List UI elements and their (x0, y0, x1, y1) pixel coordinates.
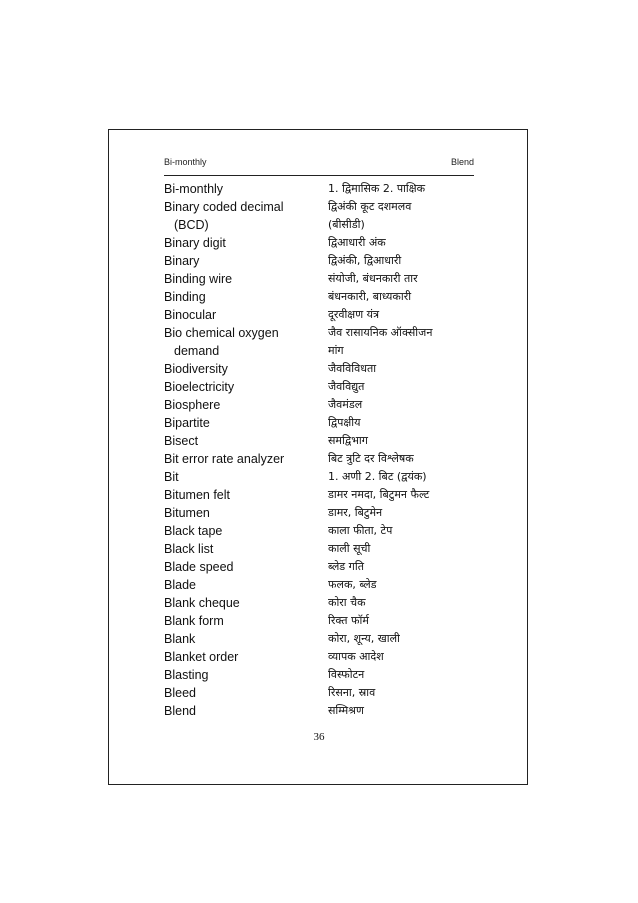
entry-definition: मांग (328, 344, 344, 357)
entry-term: demand (174, 344, 220, 358)
glossary-entry (164, 432, 484, 450)
entry-term: Binary coded decimal (164, 200, 284, 214)
entry-term: Binary (164, 254, 200, 268)
entry-definition: जैवविविधता (328, 362, 377, 375)
entry-term: Bio chemical oxygen (164, 326, 279, 340)
entry-definition: फलक, ब्लेड (328, 578, 377, 591)
header-last-term: Blend (450, 157, 474, 167)
glossary-entry (164, 360, 484, 378)
entry-definition: समद्विभाग (328, 434, 368, 447)
entry-term: Blank (164, 632, 196, 646)
glossary-entry (164, 450, 484, 468)
header-first-term: Bi-monthly (164, 157, 207, 167)
glossary-entry (164, 342, 484, 360)
glossary-entry (164, 486, 484, 504)
glossary-entry (164, 522, 484, 540)
glossary-entry (164, 378, 484, 396)
entry-term: Blade (164, 578, 196, 592)
glossary-entry (164, 216, 484, 234)
entry-definition: 1. अणी 2. बिट (द्वयंक) (328, 470, 427, 483)
entry-term: (BCD) (174, 218, 209, 232)
entry-definition: ब्लेड गति (328, 560, 364, 573)
glossary-entry (164, 414, 484, 432)
glossary-entry (164, 684, 484, 702)
entry-term: Bitumen (164, 506, 210, 520)
entry-term: Bisect (164, 434, 199, 448)
entry-term: Blend (164, 704, 196, 718)
glossary-entry (164, 468, 484, 486)
entry-definition: काली सूची (328, 542, 371, 555)
entry-definition: द्विअंकी, द्विआधारी (328, 254, 402, 267)
entry-term: Bipartite (164, 416, 210, 430)
entry-definition: व्यापक आदेश (328, 650, 384, 663)
entry-term: Bit (164, 470, 179, 484)
glossary-entry (164, 252, 484, 270)
entry-term: Binocular (164, 308, 217, 322)
glossary-entry (164, 288, 484, 306)
entry-definition: दूरवीक्षण यंत्र (328, 308, 380, 321)
entry-term: Black tape (164, 524, 223, 538)
glossary-entry (164, 234, 484, 252)
entry-definition: कोरा चैक (328, 596, 366, 609)
glossary-entry (164, 180, 484, 198)
glossary-entry (164, 648, 484, 666)
entry-definition: बिट त्रुटि दर विश्लेषक (328, 452, 414, 465)
glossary-entry (164, 324, 484, 342)
entry-definition: (बीसीडी) (328, 218, 365, 231)
entry-definition: जैव रासायनिक ऑक्सीजन (328, 326, 433, 339)
entry-term: Blade speed (164, 560, 234, 574)
running-header (164, 157, 474, 171)
entry-definition: विस्फोटन (328, 668, 365, 681)
entry-definition: रिसना, स्राव (328, 686, 376, 699)
entry-term: Blanket order (164, 650, 239, 664)
glossary-entry (164, 702, 484, 720)
entry-definition: जैवविद्युत (328, 380, 365, 393)
entry-term: Bi-monthly (164, 182, 224, 196)
entry-definition: कोरा, शून्य, खाली (328, 632, 400, 645)
entry-term: Bleed (164, 686, 196, 700)
entry-term: Blank form (164, 614, 224, 628)
glossary-entry (164, 396, 484, 414)
entry-definition: जैवमंडल (328, 398, 363, 411)
entry-term: Biosphere (164, 398, 221, 412)
entry-definition: बंधनकारी, बाध्यकारी (328, 290, 412, 303)
entry-definition: द्विअंकी कूट दशमलव (328, 200, 412, 213)
entry-term: Black list (164, 542, 214, 556)
entry-term: Bioelectricity (164, 380, 235, 394)
glossary-entry (164, 504, 484, 522)
page-number: 36 (313, 731, 325, 743)
entry-term: Blank cheque (164, 596, 240, 610)
entry-definition: रिक्त फॉर्म (328, 614, 369, 627)
entry-term: Bitumen felt (164, 488, 231, 502)
entry-term: Binary digit (164, 236, 226, 250)
entry-term: Blasting (164, 668, 209, 682)
glossary-entry (164, 270, 484, 288)
entry-definition: संयोजी, बंधनकारी तार (328, 272, 418, 285)
entry-definition: द्विपक्षीय (328, 416, 361, 429)
entry-term: Binding wire (164, 272, 233, 286)
header-rule (164, 175, 474, 176)
entry-term: Biodiversity (164, 362, 228, 376)
glossary-entry (164, 306, 484, 324)
glossary-entry (164, 630, 484, 648)
entry-definition: 1. द्विमासिक 2. पाक्षिक (328, 182, 426, 195)
entry-term: Bit error rate analyzer (164, 452, 285, 466)
entry-definition: डामर नमदा, बिटुमन फैल्ट (328, 488, 430, 501)
glossary-entry (164, 198, 484, 216)
entry-definition: डामर, बिटुमेन (328, 506, 383, 519)
entry-definition: द्विआधारी अंक (328, 236, 386, 249)
glossary-entry (164, 594, 484, 612)
entry-definition: काला फीता, टेप (328, 524, 393, 537)
glossary-entry (164, 666, 484, 684)
glossary-entry (164, 558, 484, 576)
entry-definition: सम्मिश्रण (328, 704, 364, 717)
entry-term: Binding (164, 290, 206, 304)
glossary-entry (164, 576, 484, 594)
glossary-entry (164, 540, 484, 558)
glossary-entry (164, 612, 484, 630)
glossary-list (164, 180, 484, 720)
